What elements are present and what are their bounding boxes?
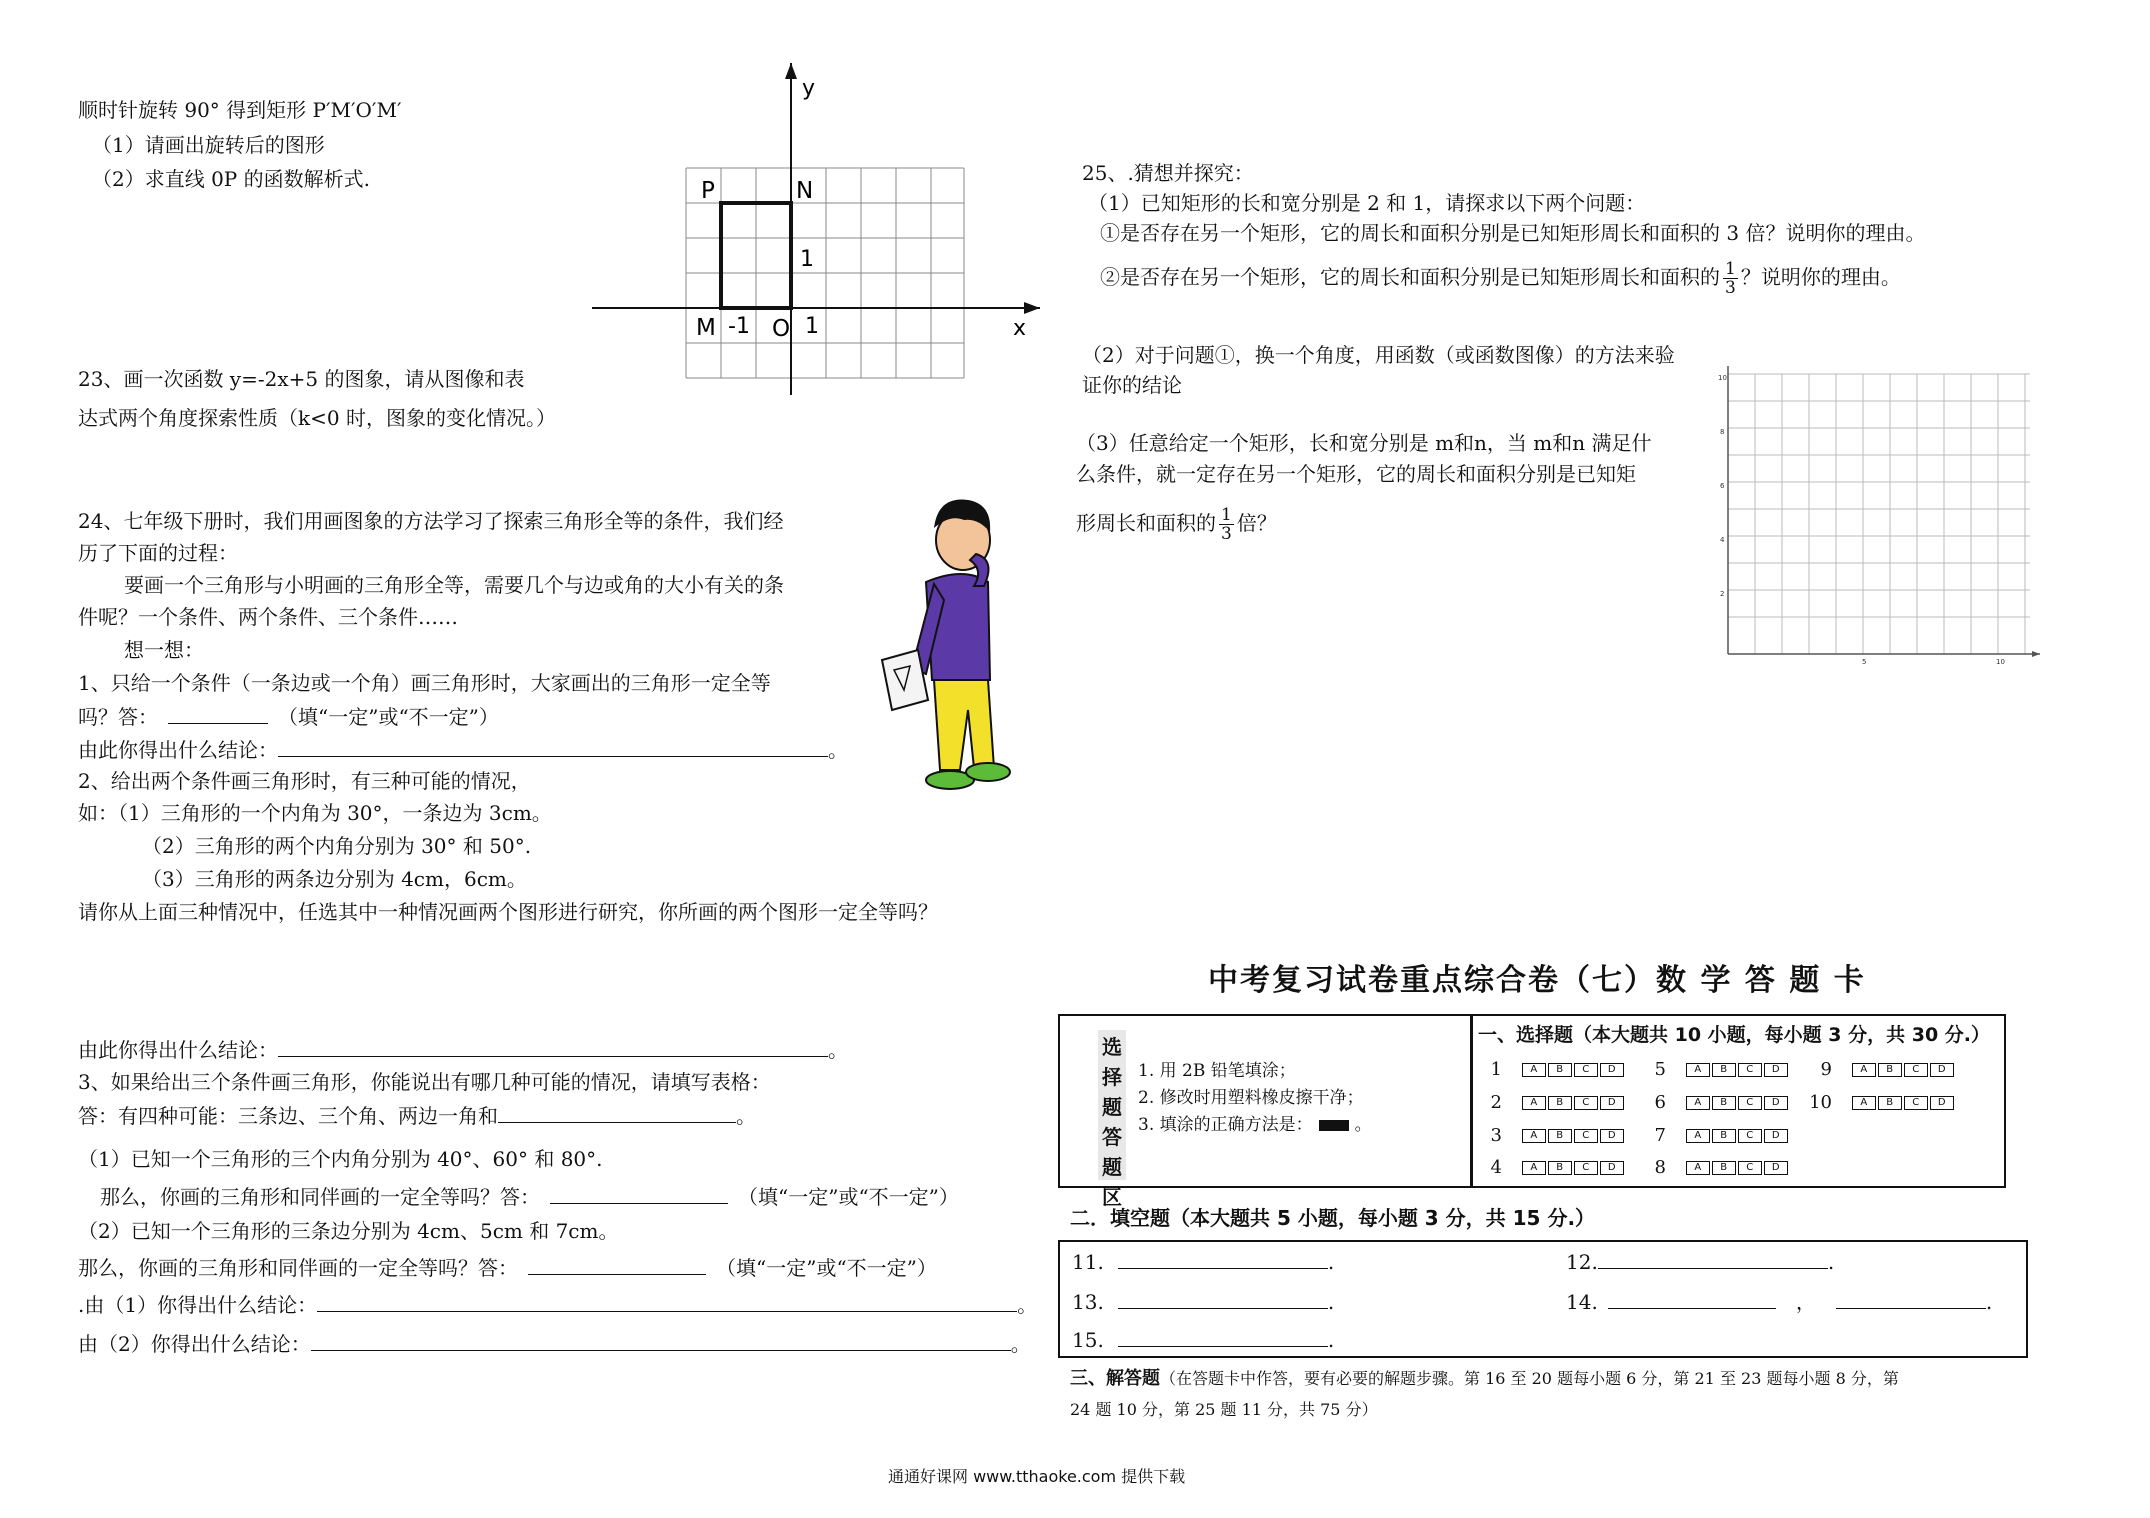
option-c[interactable]: C bbox=[1574, 1161, 1598, 1175]
q24-p3e: （2）已知一个三角形的三条边分别为 4cm、5cm 和 7cm。 bbox=[78, 1219, 619, 1243]
option-d[interactable]: D bbox=[1600, 1096, 1624, 1110]
coordinate-grid-figure bbox=[580, 55, 1050, 400]
choice-row-6[interactable]: 6 A B C D bbox=[1640, 1092, 1790, 1113]
fraction-one-third: $\frac{1}{3}$ bbox=[1725, 259, 1736, 298]
instruction-2: 2. 修改时用塑料橡皮擦干净； bbox=[1138, 1088, 1364, 1108]
graph-tick-y-2: 2 bbox=[1720, 590, 1725, 598]
tick-y1-label: 1 bbox=[800, 247, 814, 272]
q25-s2a: （2）对于问题①，换一个角度，用函数（或函数图像）的方法来验 bbox=[1082, 343, 1675, 367]
section3-heading: 三、解答题（在答题卡中作答，要有必要的解题步骤。第 16 至 20 题每小题 6 分，第 21 至 23 题每小题 8 分，第 bbox=[1070, 1368, 1899, 1389]
filled-bubble-example bbox=[1319, 1120, 1349, 1131]
point-n-label: N bbox=[796, 178, 814, 204]
q25-s3a: （3）任意给定一个矩形，长和宽分别是 m和n，当 m和n 满足什 bbox=[1076, 431, 1652, 455]
option-b[interactable]: B bbox=[1548, 1161, 1572, 1175]
choice-row-2[interactable]: 2 A B C D bbox=[1476, 1092, 1626, 1113]
tick-neg1-label: -1 bbox=[728, 314, 750, 339]
option-c[interactable]: C bbox=[1738, 1129, 1762, 1143]
q24-p1c: 由此你得出什么结论： 。 bbox=[78, 738, 848, 762]
q24-p1b: 吗？答： （填“一定”或“不一定”） bbox=[78, 705, 499, 729]
option-d[interactable]: D bbox=[1764, 1161, 1788, 1175]
blank-14[interactable]: 14. ， . bbox=[1566, 1290, 1993, 1314]
q24-line1: 24、七年级下册时，我们用画图象的方法学习了探索三角形全等的条件，我们经 bbox=[78, 509, 784, 533]
instruction-1: 1. 用 2B 铅笔填涂； bbox=[1138, 1061, 1296, 1081]
option-c[interactable]: C bbox=[1738, 1096, 1762, 1110]
option-a[interactable]: A bbox=[1522, 1161, 1546, 1175]
y-axis-label: y bbox=[802, 76, 816, 101]
section1-heading: 一、选择题（本大题共 10 小题，每小题 3 分，共 30 分.） bbox=[1478, 1024, 1991, 1046]
q25-s3b: 么条件，就一定存在另一个矩形，它的周长和面积分别是已知矩 bbox=[1076, 462, 1636, 486]
option-c[interactable]: C bbox=[1574, 1096, 1598, 1110]
option-d[interactable]: D bbox=[1764, 1063, 1788, 1077]
q23-line2: 达式两个角度探索性质（k<0 时，图象的变化情况。） bbox=[78, 406, 556, 430]
option-d[interactable]: D bbox=[1600, 1063, 1624, 1077]
option-a[interactable]: A bbox=[1686, 1161, 1710, 1175]
option-b[interactable]: B bbox=[1548, 1129, 1572, 1143]
answer-blank[interactable] bbox=[278, 736, 828, 757]
footer-source: 通通好课网 www.tthaoke.com 提供下载 bbox=[888, 1467, 1186, 1486]
point-m-label: M bbox=[696, 315, 716, 341]
graph-tick-y-10: 10 bbox=[1718, 374, 1727, 382]
q22-sub1: （1）请画出旋转后的图形 bbox=[92, 133, 325, 157]
option-c[interactable]: C bbox=[1904, 1096, 1928, 1110]
q24-line3: 要画一个三角形与小明画的三角形全等，需要几个与边或角的大小有关的条 bbox=[124, 573, 784, 597]
q24-p2a: 2、给出两个条件画三角形时，有三种可能的情况， bbox=[78, 769, 531, 793]
q24-line4: 件呢？一个条件、两个条件、三个条件…… bbox=[78, 605, 458, 629]
blank-15[interactable]: 15. . bbox=[1072, 1328, 1335, 1352]
option-c[interactable]: C bbox=[1738, 1063, 1762, 1077]
option-a[interactable]: A bbox=[1686, 1096, 1710, 1110]
choice-box-divider bbox=[1470, 1014, 1473, 1188]
q24-p3g: .由（1）你得出什么结论： 。 bbox=[78, 1293, 1038, 1317]
answer-blank[interactable] bbox=[550, 1183, 728, 1204]
option-c[interactable]: C bbox=[1904, 1063, 1928, 1077]
graph-tick-y-8: 8 bbox=[1720, 428, 1725, 436]
option-a[interactable]: A bbox=[1686, 1129, 1710, 1143]
q24-p3d: 那么，你画的三角形和同伴画的一定全等吗？答： （填“一定”或“不一定”） bbox=[100, 1185, 959, 1209]
tick-x1-label: 1 bbox=[805, 314, 819, 339]
q24-p2e: 请你从上面三种情况中，任选其中一种情况画两个图形进行研究，你所画的两个图形一定全等吗？ bbox=[78, 900, 938, 924]
choice-row-4[interactable]: 4 A B C D bbox=[1476, 1157, 1626, 1178]
q25-s1a: ①是否存在另一个矩形，它的周长和面积分别是已知矩形周长和面积的 3 倍？说明你的理由。 bbox=[1100, 221, 1926, 245]
answer-card-title: 中考复习试卷重点综合卷（七）数 学 答 题 卡 bbox=[1208, 963, 1866, 998]
boy-illustration bbox=[868, 470, 1018, 805]
q25-s1b: ②是否存在另一个矩形，它的周长和面积分别是已知矩形周长和面积的 $\frac{1}{3}$ ？说明你的理由。 bbox=[1100, 259, 1901, 298]
choice-row-5[interactable]: 5 A B C D bbox=[1640, 1059, 1790, 1080]
option-b[interactable]: B bbox=[1712, 1063, 1736, 1077]
section2-heading: 二．填空题（本大题共 5 小题，每小题 3 分，共 15 分.） bbox=[1070, 1206, 1596, 1230]
blank-11[interactable]: 11. . bbox=[1072, 1250, 1335, 1274]
instruction-3: 3. 填涂的正确方法是： 。 bbox=[1138, 1115, 1372, 1135]
option-a[interactable]: A bbox=[1522, 1096, 1546, 1110]
option-c[interactable]: C bbox=[1574, 1129, 1598, 1143]
choice-side-label: 选 择 题 答 题 区 bbox=[1102, 1035, 1122, 1209]
q24-p2c: （2）三角形的两个内角分别为 30° 和 50°. bbox=[142, 834, 532, 858]
q24-line2: 历了下面的过程： bbox=[78, 541, 238, 565]
q22-sub2: （2）求直线 0P 的函数解析式. bbox=[92, 167, 370, 191]
option-a[interactable]: A bbox=[1522, 1129, 1546, 1143]
q23-line1: 23、画一次函数 y=-2x+5 的图象，请从图像和表 bbox=[78, 367, 525, 391]
blank-12[interactable]: 12. . bbox=[1566, 1250, 1835, 1274]
choice-row-10[interactable]: 10 A B C D bbox=[1806, 1092, 1956, 1113]
answer-blank[interactable] bbox=[311, 1330, 1011, 1351]
point-p-label: P bbox=[701, 178, 715, 204]
option-d[interactable]: D bbox=[1930, 1063, 1954, 1077]
option-d[interactable]: D bbox=[1600, 1161, 1624, 1175]
q24-p1a: 1、只给一个条件（一条边或一个角）画三角形时，大家画出的三角形一定全等 bbox=[78, 671, 771, 695]
graph-tick-x-5: 5 bbox=[1862, 658, 1867, 666]
fraction-one-third: $\frac{1}{3}$ bbox=[1221, 505, 1232, 544]
blank-function-graph bbox=[1700, 358, 2050, 668]
x-axis-label: x bbox=[1013, 316, 1027, 341]
q24-p2f: 由此你得出什么结论： 。 bbox=[78, 1038, 848, 1062]
option-b[interactable]: B bbox=[1712, 1129, 1736, 1143]
choice-row-8[interactable]: 8 A B C D bbox=[1640, 1157, 1790, 1178]
option-b[interactable]: B bbox=[1548, 1063, 1572, 1077]
option-b[interactable]: B bbox=[1712, 1161, 1736, 1175]
q24-p3c: （1）已知一个三角形的三个内角分别为 40°、60° 和 80°. bbox=[78, 1147, 603, 1171]
graph-tick-x-10: 10 bbox=[1996, 658, 2005, 666]
choice-row-1[interactable]: 1 A B C D bbox=[1476, 1059, 1626, 1080]
option-c[interactable]: C bbox=[1738, 1161, 1762, 1175]
option-c[interactable]: C bbox=[1574, 1063, 1598, 1077]
option-a[interactable]: A bbox=[1686, 1063, 1710, 1077]
option-a[interactable]: A bbox=[1522, 1063, 1546, 1077]
q25-s2b: 证你的结论 bbox=[1082, 373, 1182, 397]
answer-blank[interactable] bbox=[278, 1036, 828, 1057]
q24-p3b: 答：有四种可能：三条边、三个角、两边一角和 。 bbox=[78, 1104, 756, 1128]
choice-row-3[interactable]: 3 A B C D bbox=[1476, 1125, 1626, 1146]
q25-s1: （1）已知矩形的长和宽分别是 2 和 1，请探求以下两个问题： bbox=[1088, 191, 1646, 215]
q24-think: 想一想： bbox=[124, 638, 204, 662]
choice-row-7[interactable]: 7 A B C D bbox=[1640, 1125, 1790, 1146]
answer-blank[interactable] bbox=[168, 703, 268, 724]
q25-title: 25、.猜想并探究： bbox=[1082, 161, 1254, 185]
option-a[interactable]: A bbox=[1852, 1063, 1876, 1077]
option-b[interactable]: B bbox=[1878, 1063, 1902, 1077]
q24-p3a: 3、如果给出三个条件画三角形，你能说出有哪几种可能的情况，请填写表格： bbox=[78, 1070, 771, 1094]
answer-blank[interactable] bbox=[317, 1291, 1017, 1312]
q24-p2d: （3）三角形的两条边分别为 4cm，6cm。 bbox=[142, 867, 527, 891]
q25-s3c: 形周长和面积的 $\frac{1}{3}$ 倍？ bbox=[1076, 505, 1277, 544]
blank-13[interactable]: 13. . bbox=[1072, 1290, 1335, 1314]
option-d[interactable]: D bbox=[1600, 1129, 1624, 1143]
section3-note: 24 题 10 分，第 25 题 11 分，共 75 分） bbox=[1070, 1400, 1378, 1419]
option-d[interactable]: D bbox=[1930, 1096, 1954, 1110]
q24-p3h: 由（2）你得出什么结论： 。 bbox=[78, 1332, 1031, 1356]
option-d[interactable]: D bbox=[1764, 1129, 1788, 1143]
q24-p2b: 如：（1）三角形的一个内角为 30°，一条边为 3cm。 bbox=[78, 801, 552, 825]
option-a[interactable]: A bbox=[1852, 1096, 1876, 1110]
graph-tick-y-6: 6 bbox=[1720, 482, 1725, 490]
q22-intro: 顺时针旋转 90° 得到矩形 P′M′O′M′ bbox=[78, 98, 402, 122]
option-d[interactable]: D bbox=[1764, 1096, 1788, 1110]
answer-blank[interactable] bbox=[498, 1102, 736, 1123]
option-b[interactable]: B bbox=[1878, 1096, 1902, 1110]
option-b[interactable]: B bbox=[1548, 1096, 1572, 1110]
graph-tick-y-4: 4 bbox=[1720, 536, 1725, 544]
choice-row-9[interactable]: 9 A B C D bbox=[1806, 1059, 1956, 1080]
q24-p3f: 那么，你画的三角形和同伴画的一定全等吗？答： （填“一定”或“不一定”） bbox=[78, 1256, 937, 1280]
option-b[interactable]: B bbox=[1712, 1096, 1736, 1110]
point-o-label: O bbox=[772, 316, 791, 342]
answer-blank[interactable] bbox=[528, 1254, 706, 1275]
